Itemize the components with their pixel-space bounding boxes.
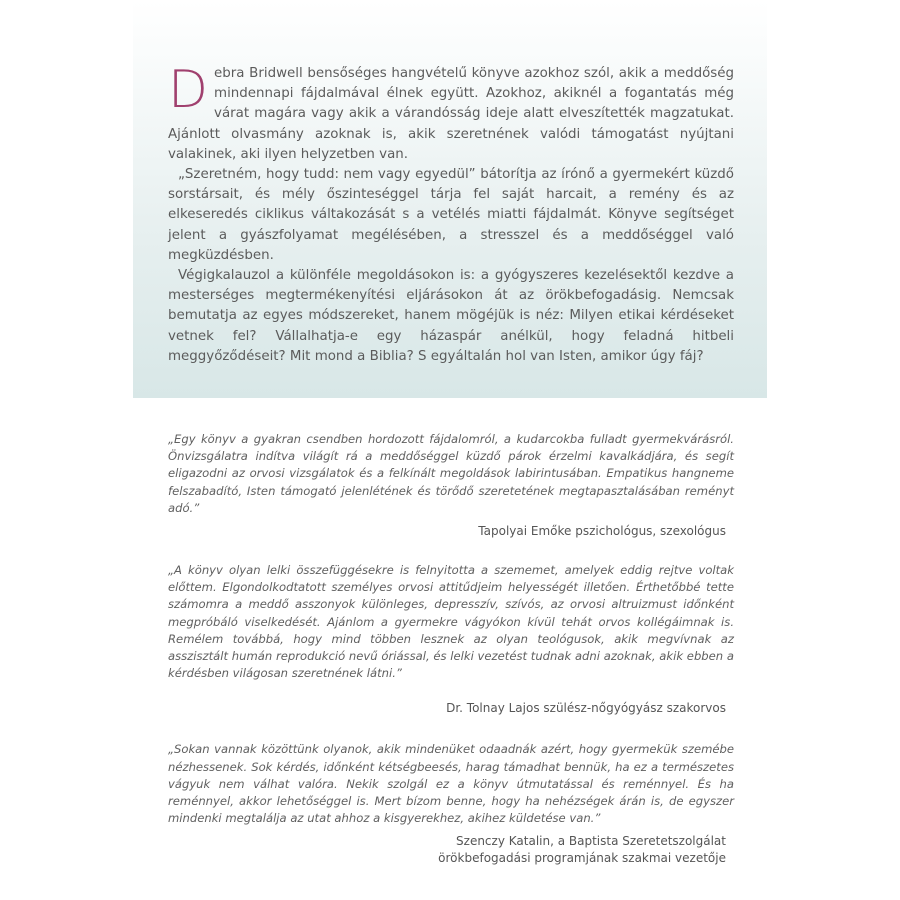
endorsement bbox=[168, 431, 734, 540]
endorsement-author-line: Szenczy Katalin, a Baptista Szeretetszolgálat bbox=[456, 834, 726, 849]
blurb-paragraph-3: Végigkalauzol a különféle megoldásokon is: a gyógyszeres kezelésektől kezdve a mesterséges megtermékenyítési eljárásokon át az örökbefogadásig. Nemcsak bemutatja az egyes módszereket, hanem mögéjük is néz: Milyen etikai kérdéseket vetnek fel? Vállalhatja-e egy házaspár anélkül, hogy feladná hitbeli meggyőződéseit? Mit mond a Biblia? S egyáltalán hol van Isten, amikor úgy fáj? bbox=[168, 268, 734, 364]
endorsements bbox=[168, 431, 734, 885]
endorsement-text: „Sokan vannak közöttünk olyanok, akik mindenüket odaadnák azért, hogy gyermekük szemébe nézhessenek. Sok kérdés, időnként kétségbeesés, harag támadhat bennük, ha ez a természetes vágyuk nem válhat valóra. Nekik szolgál ez a könyv útmutatással és reménnyel. És ha reménnyel, akkor lehetőséggel is. Mert bízom benne, hogy ha nehézségek árán is, de egyszer mindenki megtalálja az utat ahhoz a kisgyerekhez, akihez küldetése van.” bbox=[168, 742, 734, 826]
blurb-paragraph-1 bbox=[168, 60, 734, 165]
drop-cap: D bbox=[168, 60, 209, 120]
endorsement-author: Tapolyai Emőke pszichológus, szexológus bbox=[478, 524, 726, 539]
endorsement-text: „A könyv olyan lelki összefüggésekre is felnyitotta a szememet, amelyek eddig rejtve voltak előttem. Elgondolkodtatott személyes orvosi attitűdjeim helyességét illetően. Érthetőbbé tette számomra a meddő asszonyok különleges, depresszív, szívós, az orvosi altruizmust időnként megpróbáló viselkedését. Ajánlom a gyermekre vágyókon kívül tehát orvos kollégáimnak is. Remélem továbbá, hogy mind többen lesznek az olyan teológusok, akik megvívnak az asszisztált humán reprodukció nevű óriással, és lelki vezetést tudnak adni azoknak, akik ebben a kérdésben világosan szeretnének látni.” bbox=[168, 563, 734, 681]
endorsement-text: „Egy könyv a gyakran csendben hordozott fájdalomról, a kudarcokba fulladt gyermekvárásról. Önvizsgálatra indítva világít rá a meddőséggel küzdő párok érzelmi kavalkádjára, és segít eligazodni az orvosi vizsgálatok és a felkínált megoldások labirintusában. Empatikus hangneme felszabadító, Isten támogató jelenlétének és törődő szeretetének megtapasztalásában reményt adó.” bbox=[168, 432, 734, 515]
endorsement-author: Dr. Tolnay Lajos szülész-nőgyógyász szakorvos bbox=[446, 701, 726, 716]
blurb-paragraph-1-text: ebra Bridwell bensőséges hangvételű könyve azokhoz szól, akik a meddőség mindennapi fájdalmával élnek együtt. Azokhoz, akiknél a fogantatás még várat magára vagy akik a várandósság ideje alatt elveszítették magzatukat. Ajánlott olvasmány azoknak is, akik szeretnének valódi támogatást nyújtani valakinek, aki ilyen helyzetben van. bbox=[168, 66, 734, 162]
endorsement bbox=[168, 562, 734, 717]
book-blurb bbox=[168, 60, 734, 367]
blurb-paragraph-2: „Szeretném, hogy tudd: nem vagy egyedül” bátorítja az írónő a gyermekért küzdő sorstársait, és mély őszinteséggel tárja fel saját harcait, a remény és az elkeseredés ciklikus váltakozását s a vetélés miatti fájdalmát. Könyve segítséget jelent a gyászfolyamat megélésében, a stresszel és a meddőséggel való megküzdésben. bbox=[168, 167, 734, 263]
endorsement-author bbox=[168, 833, 734, 867]
endorsement bbox=[168, 741, 734, 867]
endorsement-author-line: örökbefogadási programjának szakmai vezetője bbox=[438, 851, 726, 866]
